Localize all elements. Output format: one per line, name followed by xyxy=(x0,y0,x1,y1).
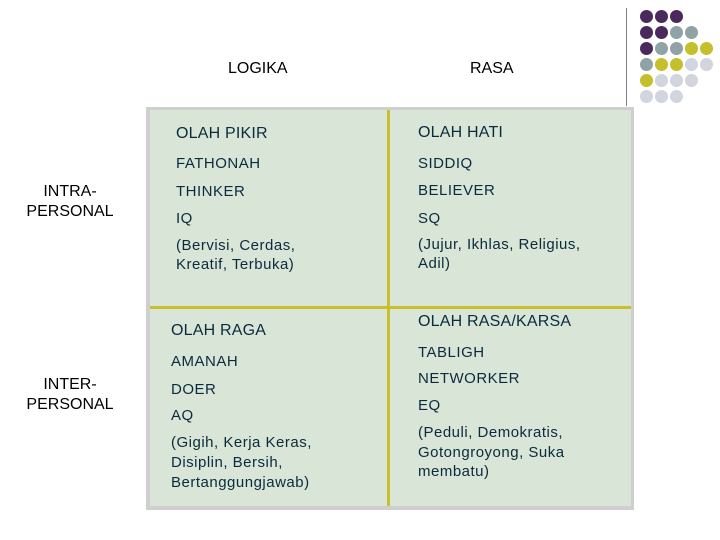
decorative-dot xyxy=(640,58,653,71)
decorative-dot xyxy=(685,42,698,55)
decorative-dot xyxy=(700,42,713,55)
decorative-dot xyxy=(670,26,683,39)
quadrant-line: TABLIGH xyxy=(418,344,485,361)
quadrant-line: Adil) xyxy=(418,255,451,272)
decorative-dot xyxy=(685,58,698,71)
quadrant-title: OLAH RASA/KARSA xyxy=(418,313,572,330)
quadrant-line: (Bervisi, Cerdas, xyxy=(176,237,296,254)
decorative-dot xyxy=(700,58,713,71)
quadrant-line: SIDDIQ xyxy=(418,155,473,172)
decorative-dot xyxy=(670,58,683,71)
quadrant-line: (Gigih, Kerja Keras, xyxy=(171,434,312,451)
decorative-dot xyxy=(655,74,668,87)
decorative-dot xyxy=(670,90,683,103)
column-header-rasa: RASA xyxy=(470,60,514,77)
row-header-interpersonal: INTER- PERSONAL xyxy=(26,376,114,413)
quadrant-line: AMANAH xyxy=(171,353,239,370)
quadrant-line: BELIEVER xyxy=(418,182,496,199)
quadrant-line: SQ xyxy=(418,210,441,227)
decorative-dot xyxy=(670,10,683,23)
quadrant-line: Bertanggungjawab) xyxy=(171,474,310,491)
quadrant-line: FATHONAH xyxy=(176,155,261,172)
row-header-intrapersonal: INTRA- PERSONAL xyxy=(26,183,114,220)
quadrant-title: OLAH RAGA xyxy=(171,322,267,339)
quadrant-line: NETWORKER xyxy=(418,370,520,387)
decorative-dot xyxy=(640,26,653,39)
quadrant-line: EQ xyxy=(418,397,441,414)
matrix-vertical-divider xyxy=(387,110,390,506)
matrix-horizontal-divider xyxy=(150,306,631,309)
decorative-dot xyxy=(640,10,653,23)
decorative-dot xyxy=(670,74,683,87)
quadrant-line: IQ xyxy=(176,210,193,227)
quadrant-line: Kreatif, Terbuka) xyxy=(176,256,295,273)
quadrant-title: OLAH HATI xyxy=(418,124,504,141)
decorative-dot xyxy=(640,74,653,87)
quadrant-line: membatu) xyxy=(418,463,490,480)
column-header-logika: LOGIKA xyxy=(228,60,288,77)
quadrant-line: THINKER xyxy=(176,183,246,200)
quadrant-line: Disiplin, Bersih, xyxy=(171,454,283,471)
decorative-dot xyxy=(640,90,653,103)
decorative-dot xyxy=(685,74,698,87)
quadrant-line: (Peduli, Demokratis, xyxy=(418,424,564,441)
decorative-dot xyxy=(655,90,668,103)
decorative-dot xyxy=(655,10,668,23)
quadrant-title: OLAH PIKIR xyxy=(176,125,268,142)
decorative-divider-line xyxy=(626,8,627,106)
quadrant-line: DOER xyxy=(171,381,217,398)
quadrant-line: (Jujur, Ikhlas, Religius, xyxy=(418,236,581,253)
decorative-dot xyxy=(685,26,698,39)
quadrant-line: AQ xyxy=(171,407,194,424)
decorative-dot xyxy=(655,26,668,39)
decorative-dot xyxy=(670,42,683,55)
decorative-dot-grid xyxy=(635,10,720,120)
decorative-dot xyxy=(640,42,653,55)
decorative-dot xyxy=(655,58,668,71)
decorative-dot xyxy=(655,42,668,55)
quadrant-line: Gotongroyong, Suka xyxy=(418,444,565,461)
